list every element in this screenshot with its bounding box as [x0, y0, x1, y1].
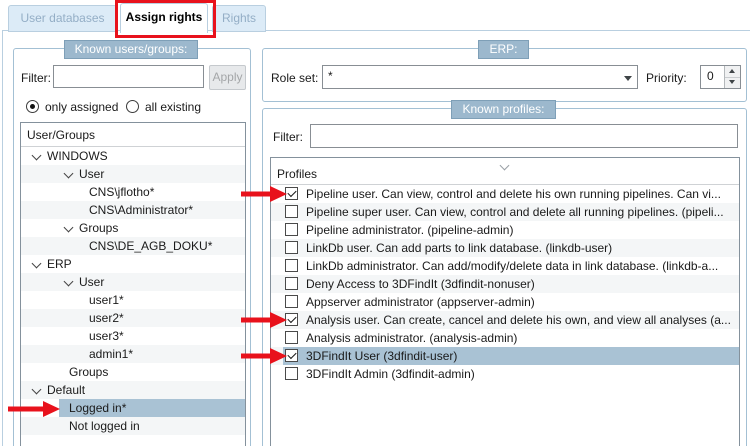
profile-row-pipeline-user-can[interactable] [271, 185, 739, 203]
tree-item-label: User [79, 275, 105, 289]
tree-item-groups[interactable] [21, 363, 245, 381]
checkmark-icon [287, 314, 296, 323]
expander-chevron-icon[interactable] [64, 169, 74, 179]
profile-label: 3DFindIt Admin (3dfindit-admin) [306, 367, 475, 381]
tree-item-windows[interactable] [21, 147, 245, 165]
tree-item-label: user2* [89, 311, 124, 325]
tree-item-cns-jflotho[interactable] [21, 183, 245, 201]
profile-label: 3DFindIt User (3dfindit-user) [306, 349, 458, 363]
checkbox-unchecked[interactable] [285, 259, 298, 272]
tab-assign-rights[interactable]: Assign rights [120, 3, 208, 33]
profiles-filter-label: Filter: [273, 130, 303, 144]
profile-row-pipeline-super-user[interactable] [271, 203, 739, 221]
users-groups-panel-title: Known users/groups: [64, 40, 199, 59]
annotation-arrow-icon [241, 311, 287, 329]
tree-item-admin1[interactable] [21, 345, 245, 363]
profile-label: LinkDb user. Can add parts to link database. (linkdb-user) [306, 241, 613, 255]
checkbox-unchecked[interactable] [285, 205, 298, 218]
tree-item-groups[interactable] [21, 219, 245, 237]
spinner-down-icon[interactable] [725, 77, 740, 88]
tree-item-label: User [79, 167, 105, 181]
checkbox-unchecked[interactable] [285, 295, 298, 308]
tree-item-label: WINDOWS [47, 149, 108, 163]
tree-item-label: user3* [89, 329, 124, 343]
users-groups-panel-title-wrap [13, 40, 249, 58]
radio-all-existing[interactable] [126, 100, 139, 113]
profile-row-3dfindit-admin-3dfindit-admin[interactable] [271, 365, 739, 383]
expander-chevron-icon[interactable] [64, 277, 74, 287]
checkmark-icon [287, 350, 296, 359]
priority-spinner[interactable] [700, 65, 741, 89]
profile-row-analysis-administrator-analysis-admin[interactable] [271, 329, 739, 347]
tree-item-label: Not logged in [69, 419, 140, 433]
tree-item-label: CNS\DE_AGB_DOKU* [89, 239, 213, 253]
tree-item-label: ERP [47, 257, 72, 271]
tree-item-label: user1* [89, 293, 124, 307]
tab-rights[interactable]: Rights [212, 5, 266, 32]
tree-item-user[interactable] [21, 273, 245, 291]
tree-item-label: Default [47, 383, 86, 397]
profiles-column-header[interactable] [271, 158, 739, 185]
priority-value: 0 [707, 69, 714, 83]
radio-only-assigned-label: only assigned [45, 100, 119, 114]
tree-item-user[interactable] [21, 165, 245, 183]
expander-chevron-icon[interactable] [64, 223, 74, 233]
annotation-red-box [115, 0, 216, 38]
tree-item-label: CNS\jflotho* [89, 185, 155, 199]
checkmark-icon [287, 188, 296, 197]
known-profiles-title-wrap [262, 100, 745, 118]
tree-item-user1[interactable] [21, 291, 245, 309]
tree-item-default[interactable] [21, 381, 245, 399]
tree-item-label: admin1* [89, 347, 134, 361]
profile-row-appserver-administrator-appserver-admin[interactable] [271, 293, 739, 311]
sort-indicator-icon [500, 161, 510, 171]
tree-item-user2[interactable] [21, 309, 245, 327]
tree-rows [21, 147, 245, 435]
profile-row-linkdb-user-can[interactable] [271, 239, 739, 257]
users-filter-label: Filter: [21, 71, 51, 85]
profiles-column-header-label: Profiles [277, 167, 318, 181]
known-profiles-title: Known profiles: [451, 100, 555, 119]
annotation-arrow-icon [241, 347, 287, 365]
annotation-arrow-icon [8, 400, 60, 418]
erp-panel-title-wrap [262, 40, 745, 58]
radio-all-existing-label: all existing [145, 100, 202, 114]
checkbox-unchecked[interactable] [285, 223, 298, 236]
checkbox-unchecked[interactable] [285, 331, 298, 344]
profile-rows [271, 185, 739, 383]
erp-panel-title: ERP: [478, 40, 528, 59]
users-filter-input[interactable] [53, 65, 204, 88]
tree-column-header[interactable]: User/Groups [21, 123, 245, 147]
tree-item-erp[interactable] [21, 255, 245, 273]
tree-item-cns-de-agb-doku[interactable] [21, 237, 245, 255]
profile-row-analysis-user-can[interactable] [271, 311, 739, 329]
profile-label: LinkDb administrator. Can add/modify/delete data in link database. (linkdb-a... [306, 259, 719, 273]
profile-row-deny-access-to[interactable] [271, 275, 739, 293]
annotation-arrow-icon [241, 185, 287, 203]
tab-user-databases[interactable]: User databases [8, 5, 117, 32]
radio-only-assigned[interactable] [26, 100, 39, 113]
expander-chevron-icon[interactable] [32, 151, 42, 161]
profile-row-linkdb-administrator-can[interactable] [271, 257, 739, 275]
profile-row-3dfindit-user-3dfindit-user[interactable] [271, 347, 739, 365]
role-set-label: Role set: [271, 71, 319, 85]
profile-label: Appserver administrator (appserver-admin) [306, 295, 535, 309]
combo-dropdown-arrow-icon[interactable] [619, 66, 637, 88]
profile-label: Pipeline administrator. (pipeline-admin) [306, 223, 514, 237]
users-groups-tree [20, 122, 246, 446]
apply-button[interactable]: Apply [209, 65, 246, 90]
profiles-filter-input[interactable] [310, 124, 738, 148]
profile-label: Pipeline super user. Can view, control and delete all running pipelines. (pipeli... [306, 205, 724, 219]
tree-item-label: Logged in* [69, 401, 127, 415]
role-set-value: * [328, 69, 333, 83]
profile-label: Analysis administrator. (analysis-admin) [306, 331, 518, 345]
priority-label: Priority: [646, 71, 687, 85]
role-set-combobox[interactable] [322, 65, 638, 89]
checkbox-unchecked[interactable] [285, 367, 298, 380]
profile-label: Pipeline user. Can view, control and delete his own running pipelines. Can vi... [306, 187, 721, 201]
profile-row-pipeline-administrator-pipeline-admin[interactable] [271, 221, 739, 239]
checkbox-unchecked[interactable] [285, 277, 298, 290]
tree-item-not-logged-in[interactable] [21, 417, 245, 435]
tree-item-label: Groups [69, 365, 109, 379]
expander-chevron-icon[interactable] [32, 385, 42, 395]
tree-item-user3[interactable] [21, 327, 245, 345]
profile-label: Analysis user. Can create, cancel and delete his own, and view all analyses (a... [306, 313, 731, 327]
profile-label: Deny Access to 3DFindIt (3dfindit-nonuser) [306, 277, 535, 291]
profiles-list [270, 157, 740, 446]
tree-item-label: Groups [79, 221, 119, 235]
checkbox-unchecked[interactable] [285, 241, 298, 254]
tree-item-label: CNS\Administrator* [89, 203, 194, 217]
expander-chevron-icon[interactable] [32, 259, 42, 269]
tree-item-cns-administrator[interactable] [21, 201, 245, 219]
